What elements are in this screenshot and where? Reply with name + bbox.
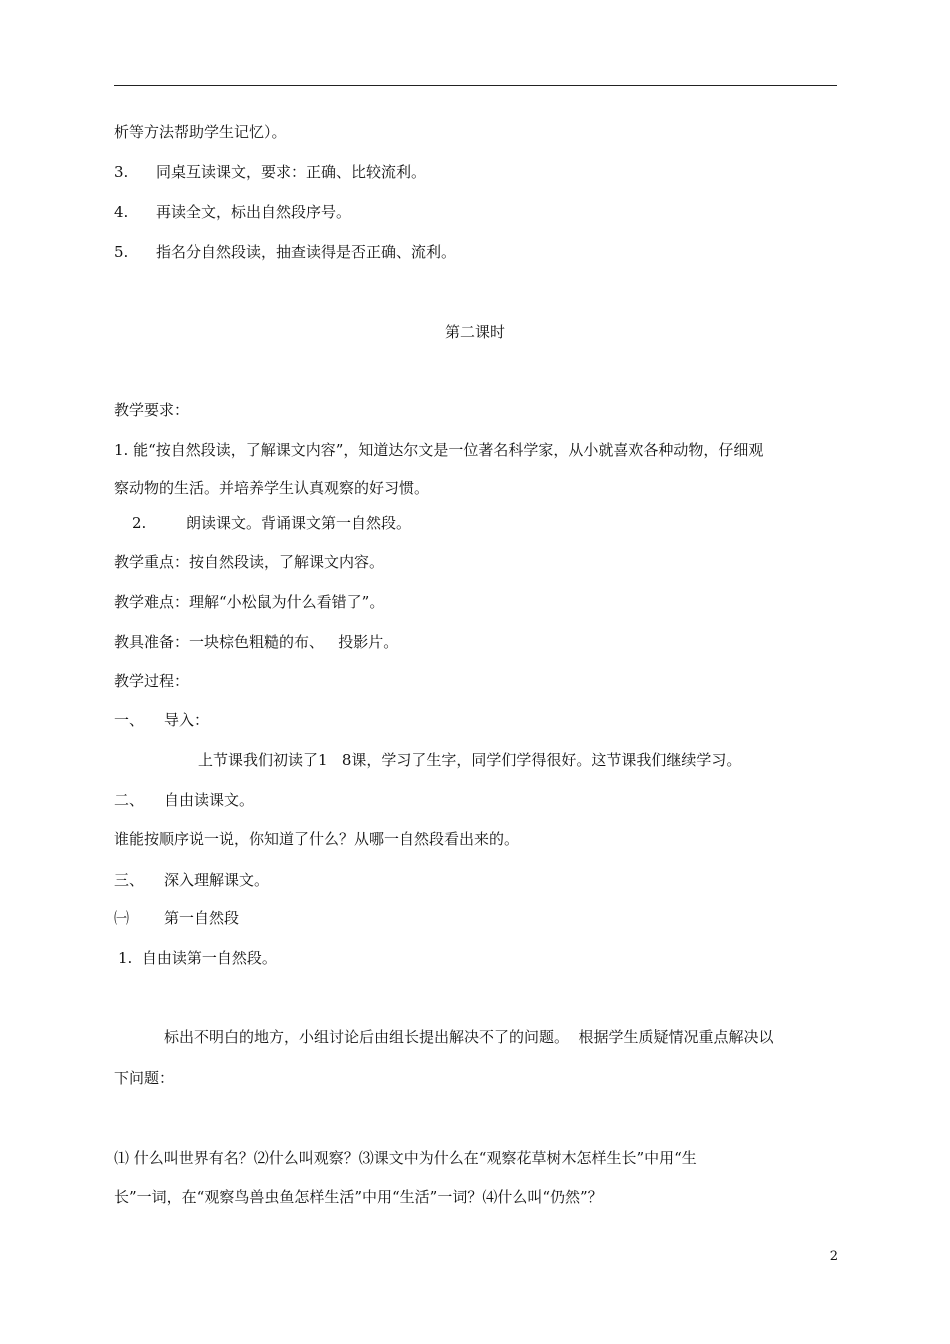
step-1-body: 上节课我们初读了1 8课，学习了生字，同学们学得很好。这节课我们继续学习。	[198, 751, 742, 769]
section-title: 第二课时	[444, 323, 505, 341]
part-1-item-1: 1. 自由读第一自然段。	[118, 949, 277, 967]
requirement-1-line-1: 1. 能“按自然段读，了解课文内容”，知道达尔文是一位著名科学家，从小就喜欢各种动物，仔细观	[114, 441, 764, 459]
requirement-1-line-2: 察动物的生活。并培养学生认真观察的好习惯。	[114, 479, 430, 497]
item-number-5: 5.	[114, 243, 129, 261]
header-rule	[114, 85, 837, 86]
item-text-4: 再读全文，标出自然段序号。	[156, 203, 352, 221]
teaching-difficulty: 教学难点：理解“小松鼠为什么看错了”。	[114, 593, 385, 611]
requirement-2-text: 朗读课文。背诵课文第一自然段。	[186, 514, 412, 532]
step-3-title: 深入理解课文。	[164, 871, 270, 889]
teaching-focus: 教学重点：按自然段读，了解课文内容。	[114, 553, 385, 571]
step-3-number: 三、	[114, 871, 145, 889]
teaching-tools: 教具准备：一块棕色粗糙的布、 投影片。	[114, 633, 399, 651]
step-2-number: 二、	[114, 791, 145, 809]
item-text-3: 同桌互读课文，要求：正确、比较流利。	[156, 163, 427, 181]
item-number-3: 3.	[114, 163, 129, 181]
line-continuation: 析等方法帮助学生记忆）。	[114, 123, 287, 141]
questions-line-2: 长”一词，在“观察鸟兽虫鱼怎样生活”中用“生活”一词？⑷什么叫“仍然”？	[114, 1188, 603, 1206]
step-2-title: 自由读课文。	[164, 791, 255, 809]
marking-instruction-line-1: 标出不明白的地方，小组讨论后由组长提出解决不了的问题。 根据学生质疑情况重点解决以	[164, 1028, 774, 1046]
teaching-process-heading: 教学过程：	[114, 672, 190, 690]
questions-line-1: ⑴ 什么叫世界有名？⑵什么叫观察？⑶课文中为什么在“观察花草树木怎样生长”中用“生	[114, 1149, 697, 1167]
step-2-body: 谁能按顺序说一说，你知道了什么？从哪一自然段看出来的。	[114, 830, 520, 848]
part-1-title: 第一自然段	[164, 909, 240, 927]
step-1-title: 导入：	[164, 711, 210, 729]
step-1-number: 一、	[114, 711, 145, 729]
marking-instruction-line-2: 下问题：	[114, 1069, 175, 1087]
requirements-heading: 教学要求：	[114, 401, 190, 419]
page-number: 2	[829, 1249, 838, 1264]
item-text-5: 指名分自然段读，抽查读得是否正确、流利。	[156, 243, 457, 261]
item-number-4: 4.	[114, 203, 129, 221]
part-1-number: ㈠	[114, 909, 130, 927]
requirement-2-number: 2.	[132, 514, 147, 532]
